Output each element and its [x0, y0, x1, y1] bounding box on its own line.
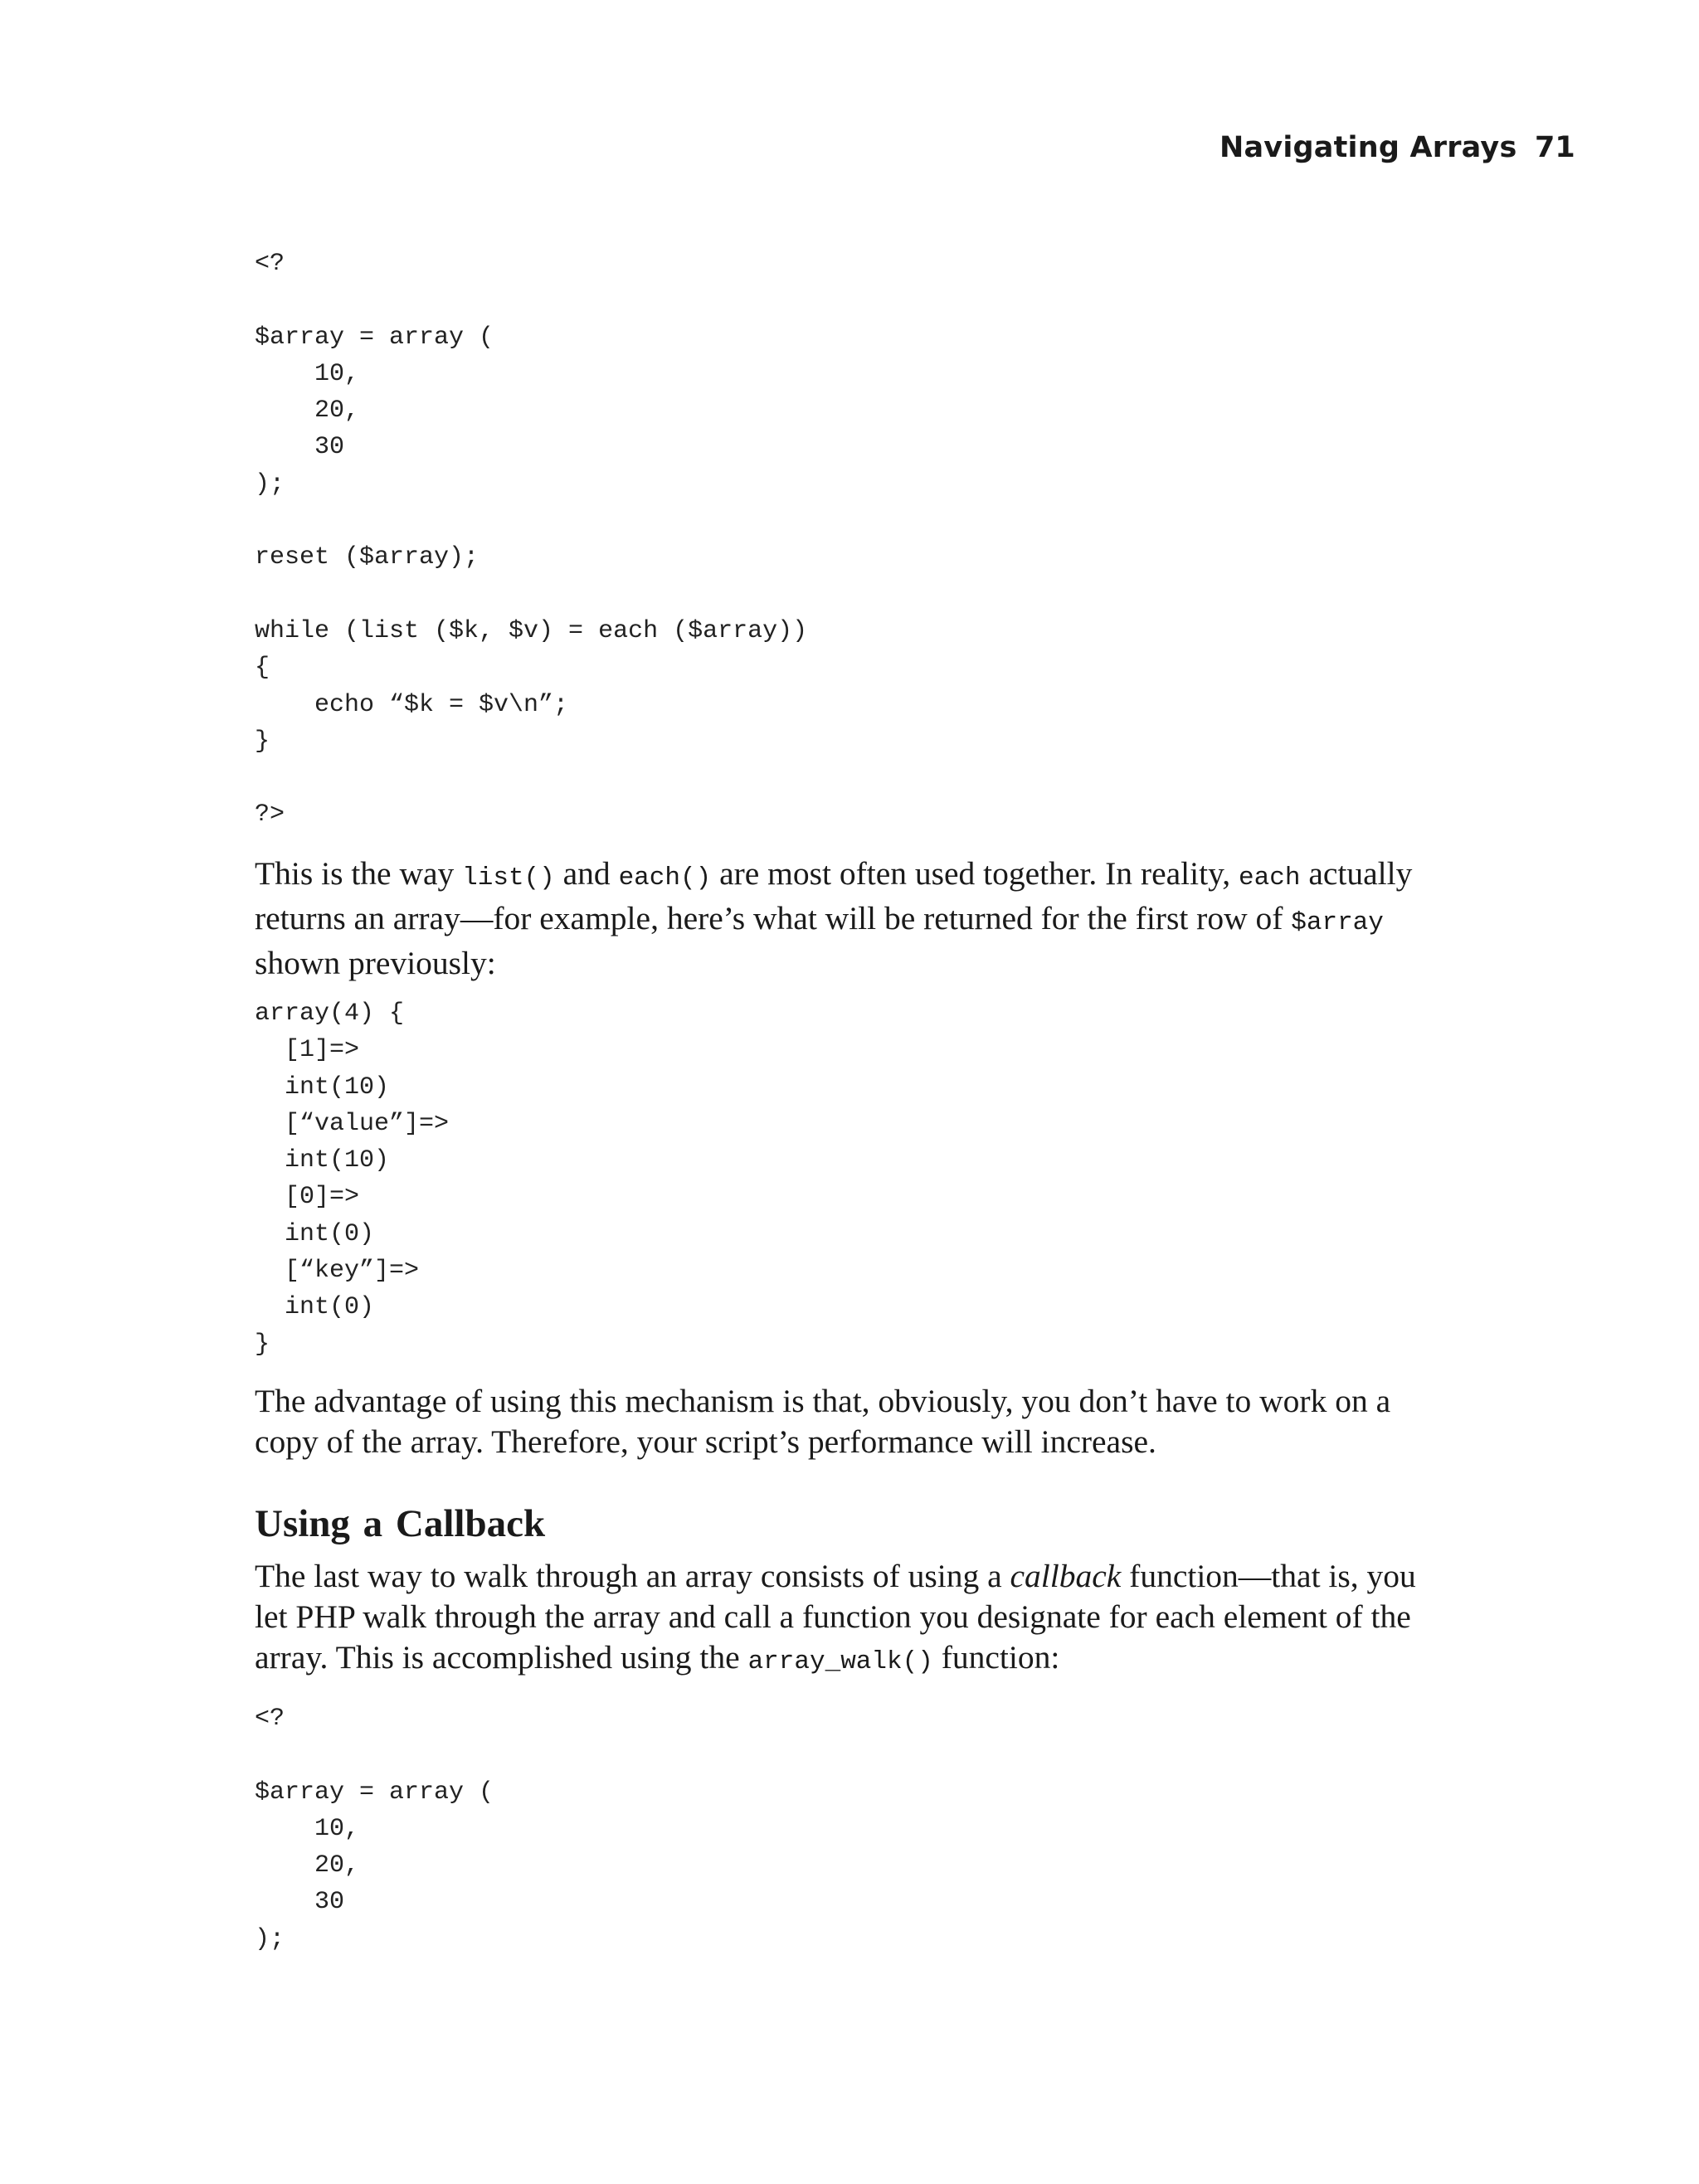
paragraph-callback [255, 1556, 1449, 1682]
text-segment: are most often used together. In reality, [711, 855, 1239, 892]
inline-code: each [1239, 863, 1301, 893]
code-block-while-each: <? $array = array ( 10, 20, 30 ); reset ($array); while (list ($k, $v) = each ($array)) { echo “$k = $v\n”; } ?> [255, 250, 808, 829]
text-segment: function: [932, 1639, 1060, 1676]
paragraph-advantage: The advantage of using this mechanism is that, obviously, you don’t have to work on a copy of the array. Therefore, your script’s performance will increase. [255, 1383, 1391, 1460]
running-head: Navigating Arrays [1219, 131, 1517, 164]
inline-code: each() [618, 863, 712, 893]
code-block-array-walk: <? $array = array ( 10, 20, 30 ); [255, 1705, 494, 1953]
text-segment: actually returns an array—for example, here’s what will be returned for the first row of [255, 855, 1413, 936]
paragraph-list-each [255, 854, 1449, 984]
page-number: 71 [1535, 131, 1575, 164]
code-block-array-dump: array(4) { [1]=> int(10) [“value”]=> int(10) [0]=> int(0) [“key”]=> int(0) } [255, 1000, 450, 1359]
emphasis-text: callback [1010, 1558, 1122, 1594]
text-segment: function—that is, you let PHP walk through the array and call a function you designate for each element of the array. This is accomplished using the [255, 1558, 1416, 1676]
inline-code: array_walk() [747, 1647, 933, 1676]
text-segment: The last way to walk through an array consists of using a [255, 1558, 1010, 1594]
section-heading: Using a Callback [255, 1502, 546, 1545]
text-segment: This is the way [255, 855, 463, 892]
inline-code: list() [462, 863, 555, 893]
text-segment: shown previously: [255, 945, 496, 981]
text-segment: and [554, 855, 619, 892]
inline-code: $array [1291, 908, 1384, 937]
